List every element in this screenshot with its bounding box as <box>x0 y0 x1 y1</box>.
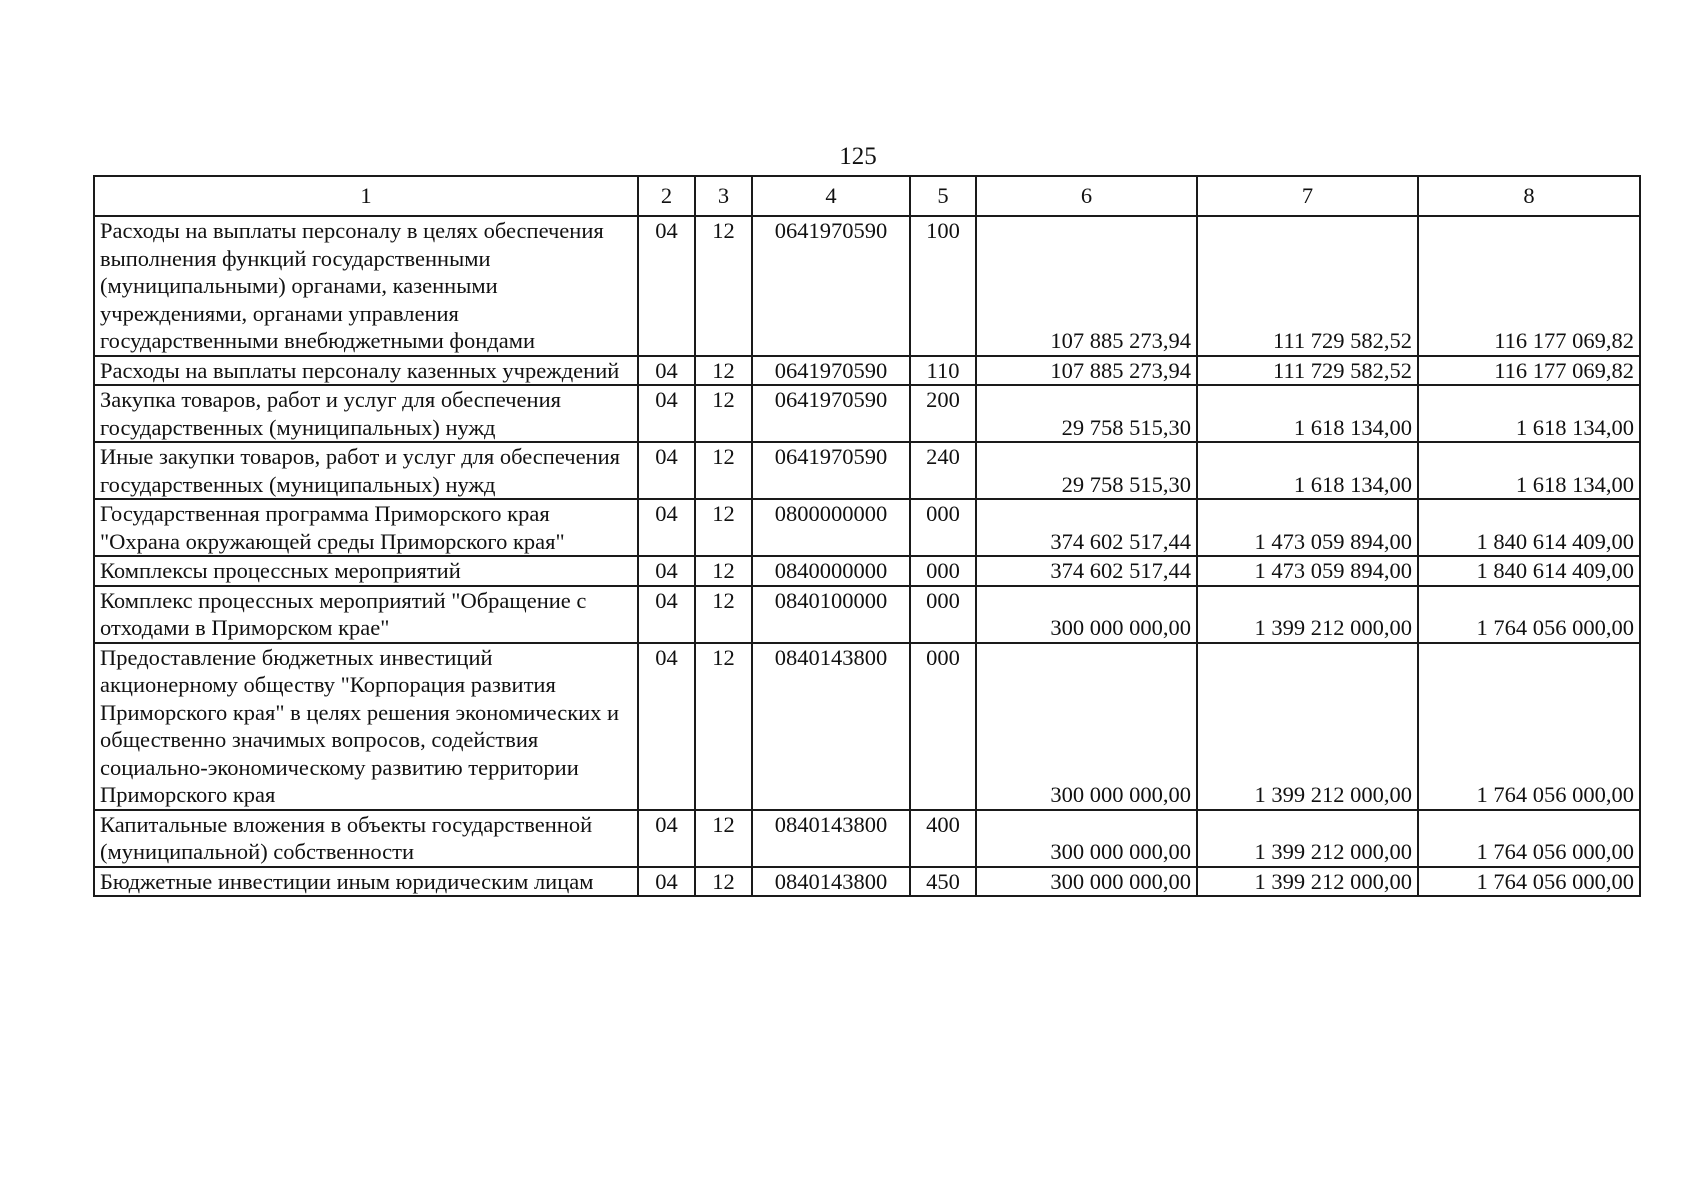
amount-year3-cell: 116 177 069,82 <box>1418 216 1640 356</box>
target-article-cell: 0800000000 <box>752 499 910 556</box>
expense-type-cell: 240 <box>910 442 976 499</box>
section-code-cell: 04 <box>638 356 695 386</box>
amount-year2-cell: 1 473 059 894,00 <box>1197 499 1418 556</box>
amount-year3-cell: 1 764 056 000,00 <box>1418 586 1640 643</box>
table-row <box>94 810 1640 867</box>
expense-type-cell: 000 <box>910 586 976 643</box>
amount-year3-cell: 1 840 614 409,00 <box>1418 556 1640 586</box>
header-row <box>94 176 1640 216</box>
subsection-code-cell: 12 <box>695 586 752 643</box>
amount-year3-cell: 116 177 069,82 <box>1418 356 1640 386</box>
expense-type-cell: 000 <box>910 556 976 586</box>
subsection-code-cell: 12 <box>695 810 752 867</box>
amount-year1-cell: 300 000 000,00 <box>976 867 1197 897</box>
subsection-code-cell: 12 <box>695 643 752 810</box>
column-header: 1 <box>94 176 638 216</box>
amount-year3-cell: 1 764 056 000,00 <box>1418 867 1640 897</box>
amount-year1-cell: 300 000 000,00 <box>976 643 1197 810</box>
amount-year2-cell: 111 729 582,52 <box>1197 356 1418 386</box>
amount-year1-cell: 300 000 000,00 <box>976 810 1197 867</box>
section-code-cell: 04 <box>638 810 695 867</box>
page-number: 125 <box>839 143 877 170</box>
column-header: 2 <box>638 176 695 216</box>
amount-year1-cell: 107 885 273,94 <box>976 356 1197 386</box>
target-article-cell: 0641970590 <box>752 385 910 442</box>
amount-year3-cell: 1 618 134,00 <box>1418 385 1640 442</box>
amount-year3-cell: 1 764 056 000,00 <box>1418 810 1640 867</box>
amount-year2-cell: 111 729 582,52 <box>1197 216 1418 356</box>
column-header: 7 <box>1197 176 1418 216</box>
amount-year2-cell: 1 399 212 000,00 <box>1197 867 1418 897</box>
expense-type-cell: 400 <box>910 810 976 867</box>
amount-year2-cell: 1 473 059 894,00 <box>1197 556 1418 586</box>
target-article-cell: 0641970590 <box>752 216 910 356</box>
row-name-cell: Бюджетные инвестиции иным юридическим лицам <box>94 867 638 897</box>
expense-type-cell: 200 <box>910 385 976 442</box>
amount-year3-cell: 1 840 614 409,00 <box>1418 499 1640 556</box>
row-name-cell: Капитальные вложения в объекты государственной (муниципальной) собственности <box>94 810 638 867</box>
table-row <box>94 442 1640 499</box>
amount-year3-cell: 1 764 056 000,00 <box>1418 643 1640 810</box>
subsection-code-cell: 12 <box>695 499 752 556</box>
target-article-cell: 0641970590 <box>752 356 910 386</box>
row-name-cell: Закупка товаров, работ и услуг для обеспечения государственных (муниципальных) нужд <box>94 385 638 442</box>
section-code-cell: 04 <box>638 643 695 810</box>
section-code-cell: 04 <box>638 867 695 897</box>
table-row <box>94 586 1640 643</box>
table-row <box>94 867 1640 897</box>
column-header: 5 <box>910 176 976 216</box>
section-code-cell: 04 <box>638 442 695 499</box>
subsection-code-cell: 12 <box>695 867 752 897</box>
subsection-code-cell: 12 <box>695 556 752 586</box>
row-name-cell: Предоставление бюджетных инвестиций акционерному обществу "Корпорация развития Приморского края" в целях решения экономических и общественно значимых вопросов, содействия социально-экономическому развитию территории Приморского края <box>94 643 638 810</box>
subsection-code-cell: 12 <box>695 356 752 386</box>
column-header: 8 <box>1418 176 1640 216</box>
table-row <box>94 356 1640 386</box>
amount-year2-cell: 1 399 212 000,00 <box>1197 586 1418 643</box>
expense-type-cell: 000 <box>910 643 976 810</box>
target-article-cell: 0840000000 <box>752 556 910 586</box>
column-header: 6 <box>976 176 1197 216</box>
amount-year1-cell: 374 602 517,44 <box>976 556 1197 586</box>
section-code-cell: 04 <box>638 216 695 356</box>
expense-type-cell: 100 <box>910 216 976 356</box>
subsection-code-cell: 12 <box>695 216 752 356</box>
table-row <box>94 216 1640 356</box>
budget-table <box>93 175 1641 897</box>
row-name-cell: Иные закупки товаров, работ и услуг для обеспечения государственных (муниципальных) нужд <box>94 442 638 499</box>
expense-type-cell: 000 <box>910 499 976 556</box>
target-article-cell: 0840143800 <box>752 810 910 867</box>
subsection-code-cell: 12 <box>695 385 752 442</box>
amount-year1-cell: 374 602 517,44 <box>976 499 1197 556</box>
row-name-cell: Комплексы процессных мероприятий <box>94 556 638 586</box>
amount-year1-cell: 29 758 515,30 <box>976 385 1197 442</box>
amount-year2-cell: 1 618 134,00 <box>1197 385 1418 442</box>
amount-year1-cell: 107 885 273,94 <box>976 216 1197 356</box>
target-article-cell: 0641970590 <box>752 442 910 499</box>
section-code-cell: 04 <box>638 385 695 442</box>
table-row <box>94 556 1640 586</box>
amount-year2-cell: 1 399 212 000,00 <box>1197 643 1418 810</box>
section-code-cell: 04 <box>638 586 695 643</box>
target-article-cell: 0840100000 <box>752 586 910 643</box>
amount-year2-cell: 1 399 212 000,00 <box>1197 810 1418 867</box>
subsection-code-cell: 12 <box>695 442 752 499</box>
target-article-cell: 0840143800 <box>752 867 910 897</box>
amount-year3-cell: 1 618 134,00 <box>1418 442 1640 499</box>
table-body <box>94 216 1640 896</box>
expense-type-cell: 110 <box>910 356 976 386</box>
table-row <box>94 499 1640 556</box>
row-name-cell: Комплекс процессных мероприятий "Обращение с отходами в Приморском крае" <box>94 586 638 643</box>
amount-year2-cell: 1 618 134,00 <box>1197 442 1418 499</box>
column-header: 3 <box>695 176 752 216</box>
row-name-cell: Расходы на выплаты персоналу казенных учреждений <box>94 356 638 386</box>
table-row <box>94 643 1640 810</box>
row-name-cell: Расходы на выплаты персоналу в целях обеспечения выполнения функций государственными (муниципальными) органами, казенными учреждениями, органами управления государственными внебюджетными фондами <box>94 216 638 356</box>
row-name-cell: Государственная программа Приморского края "Охрана окружающей среды Приморского края" <box>94 499 638 556</box>
amount-year1-cell: 29 758 515,30 <box>976 442 1197 499</box>
amount-year1-cell: 300 000 000,00 <box>976 586 1197 643</box>
section-code-cell: 04 <box>638 556 695 586</box>
column-header: 4 <box>752 176 910 216</box>
expense-type-cell: 450 <box>910 867 976 897</box>
section-code-cell: 04 <box>638 499 695 556</box>
table-row <box>94 385 1640 442</box>
target-article-cell: 0840143800 <box>752 643 910 810</box>
